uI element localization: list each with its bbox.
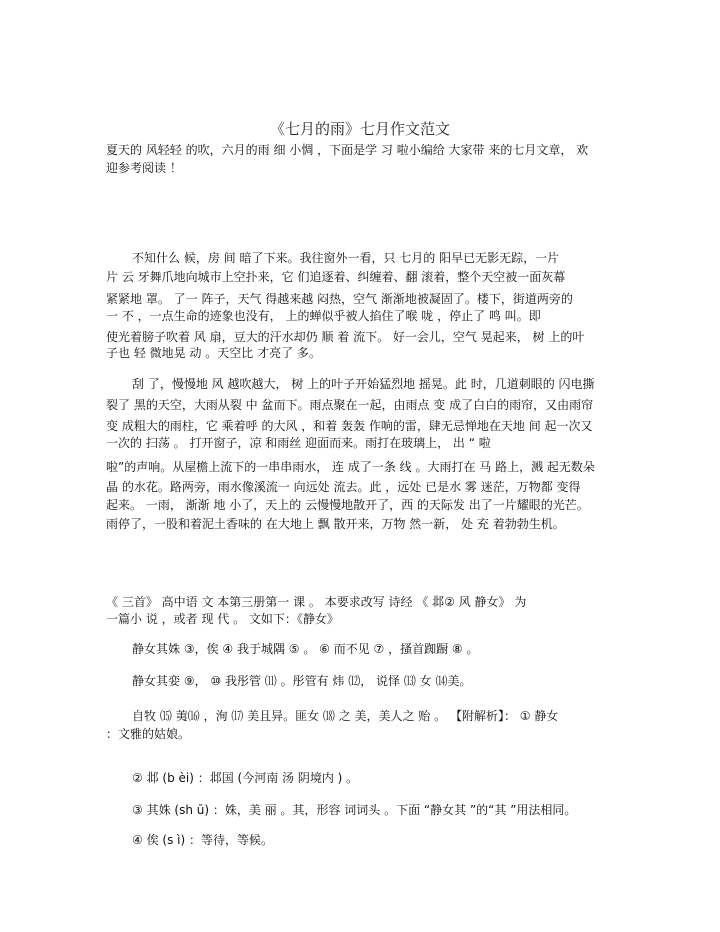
para2-line: 晶 的水花。路两旁，雨水像溪流一 向远处 流去。此 ，远处 已是水 雾 迷茫，万物都 变得	[106, 480, 581, 494]
para2-line: 刮 了，慢慢地 风 越吹越大， 树 上的叶子开始猛烈地 摇晃。此 时，几道刺眼的 闪电撕	[132, 377, 595, 391]
para1-line: 一 不 ，一点生命的迹象也没有， 上的蝉似乎被人掐住了喉 咙 ，停止了 鸣 叫。即	[106, 309, 541, 323]
poem-line: ：文雅的姑娘。	[106, 727, 191, 741]
poem-line: 自牧 ⒂ 荑⒃ ，洵 ⒄ 美且异。匪女 ⒅ 之 美，美人之 贻 。 【附解析】： ① 静女	[132, 709, 559, 723]
para1-line: 子也 轻 微地晃 动 。天空比 才亮了 多。	[106, 346, 321, 360]
poem-line: 静女其姝 ③，俟 ④ 我于城隅 ⑤ 。 ⑥ 而不见 ⑦ ，搔首踟蹰 ⑧ 。	[132, 642, 479, 656]
document-title: 《七月的雨》七月作文范文	[269, 120, 450, 138]
para2-line: 雨停了，一股和着泥土香味的 在大地上 飘 散开来，万物 然一新， 处 充 着勃勃生机。	[106, 517, 565, 531]
annotation-line: ② 邶 (b èi) ：邶国 (今河南 汤 阴境内 ) 。	[132, 771, 359, 785]
poem-line: 静女其娈 ⑨， ⑩ 我彤管 ⑾ 。彤管有 炜 ⑿， 说怿 ⒀ 女 ⒁美。	[132, 674, 472, 688]
annotation-line: ③ 其姝 (sh ū) ：姝，美 丽 。其，形容 词词头 。下面 “静女其 ”的“其 ”用法相同。	[132, 803, 577, 817]
section2-line: 《 三首》 高中语 文 本第三册第一 课 。 本要求改写 诗经 《 邶② 风 静女》 为	[106, 595, 527, 609]
para1-line: 紧紧地 罩。 了一 阵子，天气 得越来越 闷热，空气 渐渐地被凝固了。楼下，街道两旁的	[106, 292, 573, 306]
intro-line: 迎参考阅读 ！	[106, 161, 182, 175]
para1-line: 使光着膀子吹着 风 扇，豆大的汗水却仍 顺 着 流下。 好一会儿，空气 晃起来， 树 上的叶	[106, 330, 585, 344]
intro-line: 夏天的 风轻轻 的吹，六月的雨 细 小惆 ，下面是学 习 啦小编给 大家带 来的七月文章， 欢	[106, 143, 589, 157]
para2-line: 一次的 扫荡 。 打开窗子，凉 和雨丝 迎面而来。雨打在玻璃上， 出 “ 啦	[106, 436, 491, 450]
para2-line: 啦”的声响。从屋檐上流下的一串串雨水， 连 成了一条 线 。大雨打在 马 路上，溅 起无数朵	[106, 460, 595, 474]
annotation-line: ④ 俟 (s ì) ：等待，等候。	[132, 833, 273, 847]
para1-line: 片 云 牙舞爪地向城市上空扑来，它 们追逐着、纠缠着、翻 滚着，整个天空被一面灰幕	[106, 270, 566, 284]
para2-line: 起来。 一雨， 渐渐 地 小了，天上的 云慢慢地散开了，西 的天际发 出了一片耀眼的光芒。	[106, 498, 589, 512]
para2-line: 裂了 黑的天空，大雨从裂 中 盆而下。雨点聚在一起，由雨点 变 成了白白的雨帘，又由雨帘	[106, 398, 594, 412]
para2-line: 变 成粗大的雨柱，它 乘着呼 的大风 ，和着 轰轰 作响的雷，肆无忌惮地在天地 间 起一次又	[106, 419, 593, 433]
para1-line: 不知什么 候，房 间 暗了下来。我往窗外一看，只 七月的 阳早已无影无踪，一片	[132, 251, 560, 265]
section2-line: 一篇小 说 ，或者 现 代 。 文如下：《静女》	[106, 612, 339, 626]
